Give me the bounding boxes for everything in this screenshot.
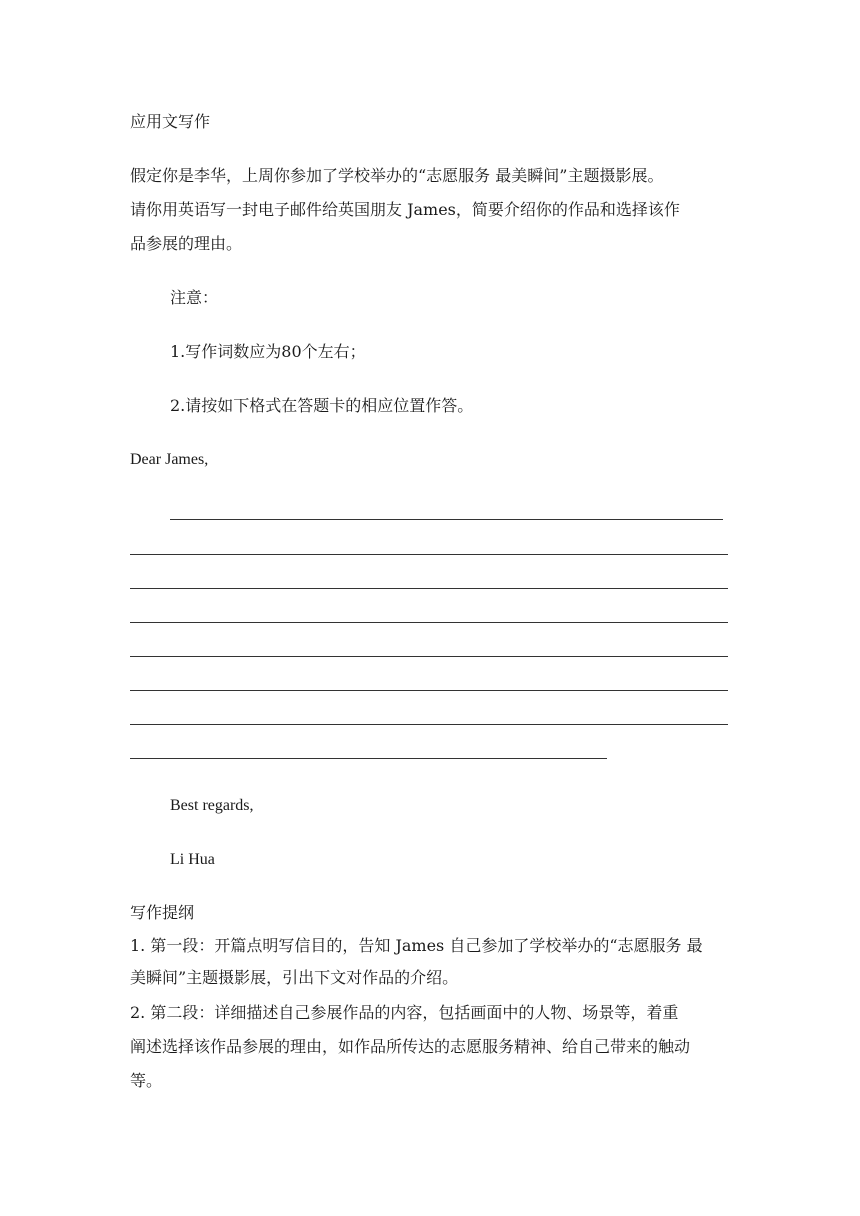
letter-salutation: Dear James, xyxy=(130,451,209,468)
letter-closing: Best regards, xyxy=(170,797,254,814)
outline-p2-line-3: 等。 xyxy=(130,1071,163,1090)
outline-p2-line-1: 2. 第二段：详细描述自己参展作品的内容，包括画面中的人物、场景等，着重 xyxy=(130,1003,679,1022)
letter-signature: Li Hua xyxy=(170,851,215,868)
answer-line[interactable] xyxy=(130,622,728,623)
answer-line[interactable] xyxy=(170,519,723,520)
answer-line[interactable] xyxy=(130,758,607,759)
outline-p2-line-2: 阐述选择该作品参展的理由，如作品所传达的志愿服务精神、给自己带来的触动 xyxy=(130,1037,691,1056)
notes-item-1: 1.写作词数应为80个左右； xyxy=(170,342,366,361)
answer-line[interactable] xyxy=(130,554,728,555)
answer-line[interactable] xyxy=(130,656,728,657)
section-title: 应用文写作 xyxy=(130,112,211,131)
outline-p1-line-2: 美瞬间”主题摄影展，引出下文对作品的介绍。 xyxy=(130,968,459,987)
answer-line[interactable] xyxy=(130,690,728,691)
prompt-line-2: 请你用英语写一封电子邮件给英国朋友 James，简要介绍你的作品和选择该作 xyxy=(130,200,680,219)
prompt-line-3: 品参展的理由。 xyxy=(130,234,243,253)
prompt-line-1: 假定你是李华，上周你参加了学校举办的“志愿服务 最美瞬间”主题摄影展。 xyxy=(130,166,664,185)
outline-p1-line-1: 1. 第一段：开篇点明写信目的，告知 James 自己参加了学校举办的“志愿服务 最 xyxy=(130,936,703,955)
answer-line[interactable] xyxy=(130,724,728,725)
answer-line[interactable] xyxy=(130,588,728,589)
notes-label: 注意： xyxy=(170,288,219,307)
notes-item-2: 2.请按如下格式在答题卡的相应位置作答。 xyxy=(170,396,474,415)
outline-title: 写作提纲 xyxy=(130,903,195,922)
